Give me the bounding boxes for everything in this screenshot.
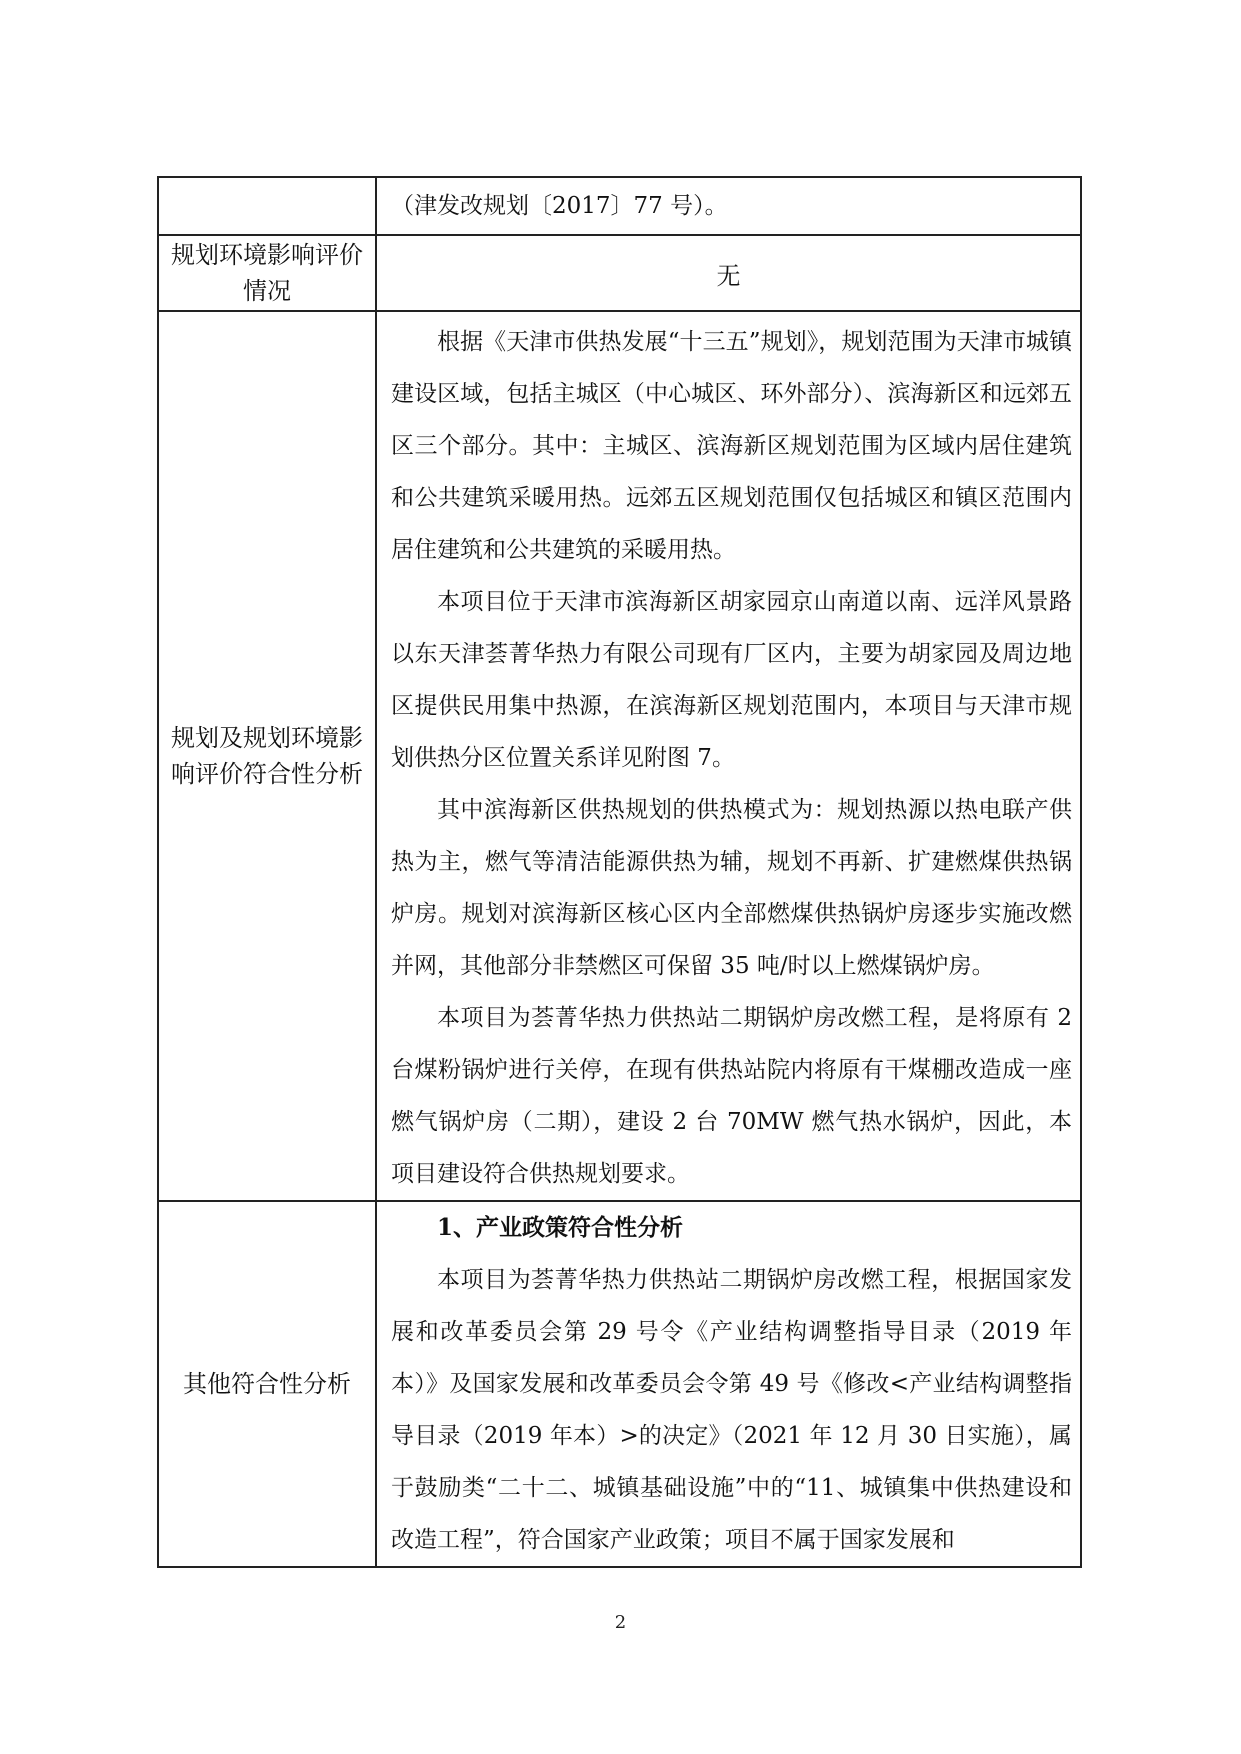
row-label-plan-compliance: 规划及规划环境影响评价符合性分析 [158, 311, 376, 1201]
table-row [158, 311, 1081, 1201]
paragraph: 本项目为荟菁华热力供热站二期锅炉房改燃工程，根据国家发展和改革委员会第 29 号令《产业结构调整指导目录（2019 年本）》及国家发展和改革委员会令第 49 号《修改<产业结构调整指导目录（2019 年本）>的决定》（2021 年 12 月 30 日实施），属于鼓励类“二十二、城镇基础设施”中的“11、城镇集中供热建设和改造工程”，符合国家产业政策；项目不属于国家发展和 [391, 1267, 1072, 1553]
page-number: 2 [614, 1612, 627, 1633]
row-content-other-compliance [376, 1201, 1081, 1567]
paragraph: 其中滨海新区供热规划的供热模式为：规划热源以热电联产供热为主，燃气等清洁能源供热为辅，规划不再新、扩建燃煤供热锅炉房。规划对滨海新区核心区内全部燃煤供热锅炉房逐步实施改燃并网，其他部分非禁燃区可保留 35 吨/时以上燃煤锅炉房。 [391, 797, 1072, 979]
paragraph: （津发改规划〔2017〕77 号）。 [391, 193, 728, 219]
table-row [158, 235, 1081, 311]
table-row [158, 177, 1081, 235]
row-label-plan-eia: 规划环境影响评价情况 [158, 235, 376, 311]
section-heading: 1、产业政策符合性分析 [437, 1214, 684, 1241]
assessment-table [157, 176, 1082, 1568]
row-content-none: 无 [376, 235, 1081, 311]
paragraph: 本项目为荟菁华热力供热站二期锅炉房改燃工程，是将原有 2 台煤粉锅炉进行关停，在现有供热站院内将原有干煤棚改造成一座燃气锅炉房（二期），建设 2 台 70MW 燃气热水锅炉，因此，本项目建设符合供热规划要求。 [391, 1005, 1072, 1187]
row-label-other-compliance: 其他符合性分析 [158, 1201, 376, 1567]
paragraph: 本项目位于天津市滨海新区胡家园京山南道以南、远洋风景路以东天津荟菁华热力有限公司现有厂区内，主要为胡家园及周边地区提供民用集中热源，在滨海新区规划范围内，本项目与天津市规划供热分区位置关系详见附图 7。 [391, 589, 1072, 771]
row-content-plan-compliance [376, 311, 1081, 1201]
table-row [158, 1201, 1081, 1567]
row-label-empty [158, 177, 376, 235]
paragraph: 根据《天津市供热发展“十三五”规划》，规划范围为天津市城镇建设区域，包括主城区（中心城区、环外部分）、滨海新区和远郊五区三个部分。其中：主城区、滨海新区规划范围为区域内居住建筑和公共建筑采暖用热。远郊五区规划范围仅包括城区和镇区范围内居住建筑和公共建筑的采暖用热。 [391, 329, 1072, 563]
row-content [376, 177, 1081, 235]
